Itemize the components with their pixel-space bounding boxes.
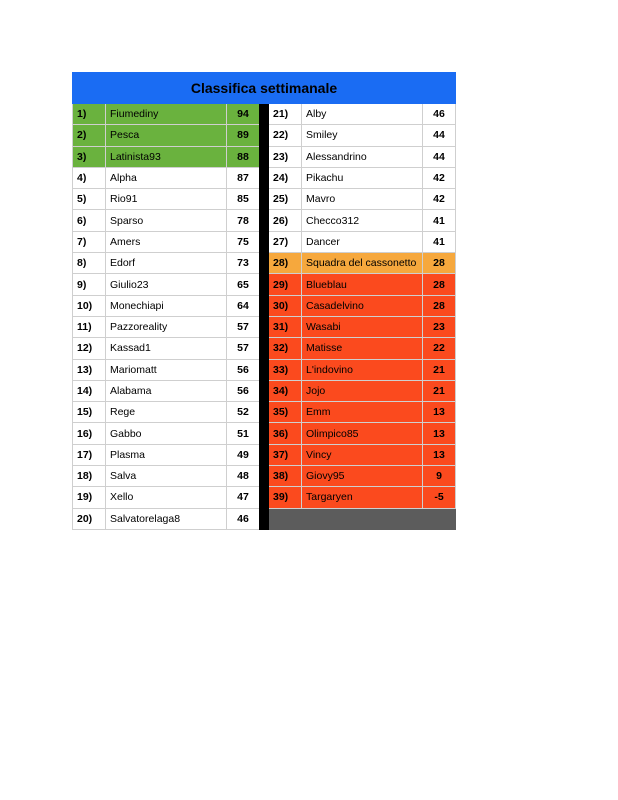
team-name-cell: Xello [106, 487, 227, 507]
table-row [72, 466, 259, 487]
table-row [269, 402, 456, 423]
team-name-cell: Salva [106, 466, 227, 486]
rank-cell: 14) [73, 381, 106, 401]
table-row [72, 296, 259, 317]
rank-cell: 23) [269, 147, 302, 167]
table-row [72, 487, 259, 508]
column-divider [259, 104, 269, 530]
table-row [269, 104, 456, 125]
table-row [72, 274, 259, 295]
points-cell: 56 [237, 363, 249, 376]
table-row [269, 147, 456, 168]
table-row [269, 125, 456, 146]
table-row [269, 338, 456, 359]
points-cell: 21 [433, 363, 445, 376]
table-row [72, 381, 259, 402]
rank-cell: 35) [269, 402, 302, 422]
points-cell: 42 [433, 193, 445, 206]
points-cell: 94 [237, 108, 249, 121]
points-cell: 85 [237, 193, 249, 206]
table-row [269, 423, 456, 444]
points-cell: 41 [433, 235, 445, 248]
points-cell: 52 [237, 406, 249, 419]
points-cell: 56 [237, 385, 249, 397]
table-row [72, 360, 259, 381]
rank-cell: 33) [269, 360, 302, 380]
table-row [72, 445, 259, 466]
rank-cell: 20) [73, 509, 106, 529]
rank-cell: 1) [73, 104, 106, 124]
team-name-cell: Fiumediny [106, 104, 227, 124]
team-name-cell: Rio91 [106, 189, 227, 209]
points-cell: 75 [237, 235, 249, 248]
table-row [72, 147, 259, 168]
rank-cell: 17) [73, 445, 106, 465]
points-cell: 47 [237, 491, 249, 504]
table-row [269, 487, 456, 508]
team-name-cell: Smiley [302, 125, 423, 145]
rank-cell: 37) [269, 445, 302, 465]
points-cell: 9 [436, 470, 442, 483]
rank-cell: 2) [73, 125, 106, 145]
standings-table [72, 72, 456, 530]
rank-cell: 25) [269, 189, 302, 209]
points-cell: -5 [434, 491, 444, 504]
team-name-cell: Matisse [302, 338, 423, 358]
points-cell: 13 [433, 406, 445, 419]
team-name-cell: Pikachu [302, 168, 423, 188]
points-cell: 23 [433, 321, 445, 334]
rank-cell: 7) [73, 232, 106, 252]
table-row [269, 296, 456, 317]
rank-cell: 39) [269, 487, 302, 507]
points-cell: 65 [237, 278, 249, 291]
points-cell: 13 [433, 427, 445, 440]
rank-cell: 18) [73, 466, 106, 486]
team-name-cell: L'indovino [302, 360, 423, 380]
team-name-cell: Vincy [302, 445, 423, 465]
rank-cell: 22) [269, 125, 302, 145]
table-row [72, 210, 259, 231]
left-column [72, 104, 259, 530]
table-row [72, 317, 259, 338]
team-name-cell: Pazzoreality [106, 317, 227, 337]
table-row [269, 466, 456, 487]
table-row [269, 168, 456, 189]
team-name-cell: Gabbo [106, 423, 227, 443]
points-cell: 28 [433, 278, 445, 291]
team-name-cell: Dancer [302, 232, 423, 252]
team-name-cell: Blueblau [302, 274, 423, 294]
points-cell: 46 [237, 512, 249, 525]
team-name-cell: Giulio23 [106, 274, 227, 294]
points-cell: 89 [237, 129, 249, 142]
team-name-cell: Targaryen [302, 487, 423, 507]
points-cell: 78 [237, 214, 249, 227]
rank-cell: 19) [73, 487, 106, 507]
rank-cell: 4) [73, 168, 106, 188]
rank-cell: 11) [73, 317, 106, 337]
points-cell: 28 [433, 299, 445, 312]
points-cell: 57 [237, 321, 249, 334]
table-row [269, 317, 456, 338]
points-cell: 57 [237, 342, 249, 355]
standings-grid [72, 104, 456, 530]
points-cell: 73 [237, 257, 249, 270]
rank-cell: 15) [73, 402, 106, 422]
points-cell: 13 [433, 448, 445, 461]
points-cell: 49 [237, 448, 249, 461]
rank-cell: 24) [269, 168, 302, 188]
table-row [269, 253, 456, 274]
team-name-cell: Monechiapi [106, 296, 227, 316]
table-row [72, 338, 259, 359]
table-row [269, 445, 456, 466]
team-name-cell: Olimpico85 [302, 423, 423, 443]
points-cell: 42 [433, 172, 445, 185]
team-name-cell: Alpha [106, 168, 227, 188]
table-row [72, 168, 259, 189]
rank-cell: 34) [269, 381, 302, 401]
table-row [269, 232, 456, 253]
empty-filler-cell [269, 509, 456, 530]
table-row [269, 381, 456, 402]
rank-cell: 30) [269, 296, 302, 316]
rank-cell: 6) [73, 210, 106, 230]
rank-cell: 29) [269, 274, 302, 294]
rank-cell: 8) [73, 253, 106, 273]
rank-cell: 13) [73, 360, 106, 380]
points-cell: 48 [237, 470, 249, 483]
table-row [269, 189, 456, 210]
team-name-cell: Checco312 [302, 210, 423, 230]
team-name-cell: Casadelvino [302, 296, 423, 316]
table-row [269, 210, 456, 231]
table-row [269, 274, 456, 295]
team-name-cell: Rege [106, 402, 227, 422]
team-name-cell: Latinista93 [106, 147, 227, 167]
team-name-cell: Sparso [106, 210, 227, 230]
table-row [72, 423, 259, 444]
team-name-cell: Mariomatt [106, 360, 227, 380]
team-name-cell: Wasabi [302, 317, 423, 337]
team-name-cell: Mavro [302, 189, 423, 209]
points-cell: 87 [237, 172, 249, 185]
rank-cell: 32) [269, 338, 302, 358]
table-row [72, 509, 259, 530]
rank-cell: 10) [73, 296, 106, 316]
right-column [269, 104, 456, 530]
table-row [72, 189, 259, 210]
team-name-cell: Alessandrino [302, 147, 423, 167]
team-name-cell: Alby [302, 104, 423, 124]
points-cell: 46 [433, 108, 445, 121]
team-name-cell: Amers [106, 232, 227, 252]
rank-cell: 27) [269, 232, 302, 252]
points-cell: 28 [433, 257, 445, 270]
rank-cell: 36) [269, 423, 302, 443]
table-row [72, 253, 259, 274]
rank-cell: 28) [269, 253, 302, 273]
rank-cell: 3) [73, 147, 106, 167]
points-cell: 64 [237, 299, 249, 312]
points-cell: 44 [433, 150, 445, 163]
team-name-cell: Edorf [106, 253, 227, 273]
points-cell: 51 [237, 427, 249, 440]
points-cell: 22 [433, 342, 445, 355]
points-cell: 21 [433, 385, 445, 397]
points-cell: 44 [433, 129, 445, 142]
table-row [72, 125, 259, 146]
points-cell: 88 [237, 150, 249, 163]
team-name-cell: Kassad1 [106, 338, 227, 358]
team-name-cell: Squadra del cassonetto [302, 253, 423, 273]
table-row [72, 402, 259, 423]
rank-cell: 26) [269, 210, 302, 230]
rank-cell: 5) [73, 189, 106, 209]
team-name-cell: Jojo [302, 381, 423, 401]
table-title: Classifica settimanale [72, 72, 456, 104]
rank-cell: 12) [73, 338, 106, 358]
rank-cell: 31) [269, 317, 302, 337]
team-name-cell: Emm [302, 402, 423, 422]
table-row [72, 232, 259, 253]
rank-cell: 38) [269, 466, 302, 486]
team-name-cell: Giovy95 [302, 466, 423, 486]
points-cell: 41 [433, 214, 445, 227]
team-name-cell: Alabama [106, 381, 227, 401]
rank-cell: 21) [269, 104, 302, 124]
rank-cell: 9) [73, 274, 106, 294]
table-row [269, 360, 456, 381]
team-name-cell: Pesca [106, 125, 227, 145]
table-row [72, 104, 259, 125]
team-name-cell: Plasma [106, 445, 227, 465]
rank-cell: 16) [73, 423, 106, 443]
team-name-cell: Salvatorelaga8 [106, 509, 227, 529]
